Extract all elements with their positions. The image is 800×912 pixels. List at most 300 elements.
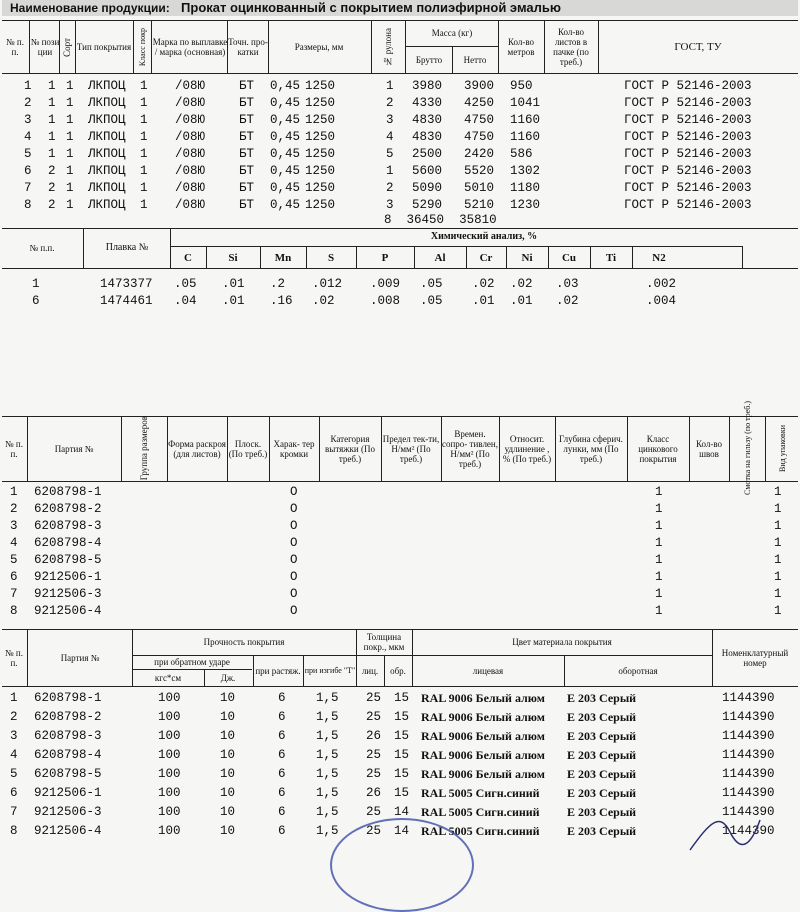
total-count: 8: [384, 213, 392, 227]
cell-type: ЛКПОЦ: [88, 96, 126, 110]
cell-zinc: 1: [655, 536, 663, 550]
cell-meters: 1160: [510, 113, 541, 127]
element-Ti: Ti: [605, 251, 617, 264]
stamp-seal: [330, 818, 474, 912]
cell-face-thickness: 25: [366, 710, 382, 724]
cell-cls: 1: [140, 96, 148, 110]
col-header-grade: Марка по выплавке / марка (основная): [152, 36, 228, 57]
cell-batch: 6208798-5: [34, 767, 102, 781]
cell-type: ЛКПОЦ: [88, 79, 126, 93]
cell-kgf: 100: [158, 805, 181, 819]
cell-num: 1: [32, 277, 40, 291]
cell-width: 1250: [305, 164, 336, 178]
cell-back-thickness: 15: [394, 691, 410, 705]
cell-kgf: 100: [158, 786, 181, 800]
element-Ni: Ni: [521, 251, 533, 264]
cell-back-color: E 203 Серый: [567, 824, 637, 838]
cell-s: .012: [312, 277, 343, 291]
cell-gross: 4830: [412, 130, 443, 144]
cell-gost: ГОСТ Р 52146-2003: [624, 198, 752, 212]
cell-zinc: 1: [655, 519, 663, 533]
cell-gost: ГОСТ Р 52146-2003: [624, 181, 752, 195]
col-header-kgf: кгс*см: [154, 672, 182, 683]
cell-num: 5: [10, 553, 18, 567]
cell-meters: 1180: [510, 181, 541, 195]
col-header-batch: Партия №: [60, 652, 100, 663]
cell-al: .05: [420, 294, 443, 308]
cell-back-color: E 203 Серый: [567, 710, 637, 724]
cell-batch: 6208798-2: [34, 710, 102, 724]
col-header-pack-type: Вид упаковки: [777, 424, 787, 472]
cell-nomenclature: 1144390: [722, 767, 775, 781]
cell-batch: 9212506-1: [34, 786, 102, 800]
cell-num: 5: [10, 767, 18, 781]
cell-back-thickness: 14: [394, 805, 410, 819]
element-P: P: [381, 251, 389, 264]
cell-acc: БТ: [239, 181, 255, 195]
cell-gross: 4830: [412, 113, 443, 127]
cell-acc: БТ: [239, 147, 255, 161]
cell-thick: 0,45: [270, 198, 301, 212]
cell-gost: ГОСТ Р 52146-2003: [624, 113, 752, 127]
cell-joule: 10: [220, 786, 236, 800]
col-header-position: № пози ции: [30, 36, 60, 57]
divider: [466, 246, 467, 268]
col-header-heat: Плавка №: [105, 242, 149, 253]
cell-roll: 3: [386, 113, 394, 127]
col-header-depth: Глубина сферич. лунки, мм (По треб.): [559, 433, 623, 464]
cell-num: 1: [10, 691, 18, 705]
divider: [306, 246, 307, 268]
cell-back-color: E 203 Серый: [567, 729, 637, 743]
cell-stretch: 6: [278, 748, 286, 762]
cell-si: .01: [222, 294, 245, 308]
element-Cu: Cu: [561, 251, 577, 264]
cell-meters: 1160: [510, 130, 541, 144]
divider: [356, 246, 357, 268]
cell-meters: 1041: [510, 96, 541, 110]
cell-gost: ГОСТ Р 52146-2003: [624, 147, 752, 161]
cell-batch: 9212506-4: [34, 604, 102, 618]
cell-net: 5520: [464, 164, 495, 178]
divider: [506, 246, 507, 268]
divider: [590, 246, 591, 268]
cell-stretch: 6: [278, 729, 286, 743]
cell-nomenclature: 1144390: [722, 786, 775, 800]
cell-heat: 1473377: [100, 277, 153, 291]
col-header-edge: Харак- тер кромки: [273, 438, 315, 459]
cell-stretch: 6: [278, 767, 286, 781]
cell-sort: 1: [66, 147, 74, 161]
cell-n: 2: [24, 96, 32, 110]
cell-stretch: 6: [278, 805, 286, 819]
cell-zinc: 1: [655, 587, 663, 601]
element-Mn: Mn: [274, 251, 292, 264]
cell-joule: 10: [220, 710, 236, 724]
cell-net: 4250: [464, 96, 495, 110]
cell-pack: 1: [774, 604, 782, 618]
cell-face-thickness: 26: [366, 786, 382, 800]
element-N2: N2: [652, 251, 666, 264]
cell-stretch: 6: [278, 786, 286, 800]
product-title-bar: [2, 0, 798, 16]
col-header-back: обр.: [390, 665, 406, 676]
col-header-sheets: Кол-во листов в пачке (по треб.): [553, 26, 589, 67]
element-Al: Al: [434, 251, 446, 264]
cell-face-color: RAL 9006 Белый алюм: [421, 691, 545, 705]
totals-row: [384, 212, 497, 229]
cell-num: 7: [10, 587, 18, 601]
cell-width: 1250: [305, 130, 336, 144]
cell-kgf: 100: [158, 767, 181, 781]
cell-gross: 2500: [412, 147, 443, 161]
col-header-size-group: Группа размеров: [139, 415, 149, 481]
cell-pos: 2: [48, 164, 56, 178]
col-header-face-side: лицевая: [472, 665, 504, 676]
cell-back-thickness: 15: [394, 729, 410, 743]
cell-kgf: 100: [158, 748, 181, 762]
cell-p: .009: [370, 277, 401, 291]
col-header-reverse-impact: при обратном ударе: [154, 657, 230, 667]
cell-type: ЛКПОЦ: [88, 130, 126, 144]
cell-pack: 1: [774, 536, 782, 550]
cell-cls: 1: [140, 181, 148, 195]
cell-pos: 1: [48, 79, 56, 93]
col-header-strength: Прочность покрытия: [203, 637, 285, 647]
cell-edge: О: [290, 502, 298, 516]
cell-sort: 1: [66, 198, 74, 212]
cell-num: 6: [10, 786, 18, 800]
cell-zinc: 1: [655, 570, 663, 584]
product-name: Прокат оцинкованный с покрытием полиэфирной эмалью: [181, 0, 561, 15]
cell-face-color: RAL 5005 Сигн.синий: [421, 805, 540, 819]
cell-cu: .03: [556, 277, 579, 291]
cell-bend: 1,5: [316, 767, 339, 781]
total-gross: 36450: [406, 213, 445, 227]
col-header-num: № п. п.: [6, 36, 24, 57]
cell-meters: 1302: [510, 164, 541, 178]
cell-nomenclature: 1144390: [722, 748, 775, 762]
cell-bend: 1,5: [316, 748, 339, 762]
cell-thick: 0,45: [270, 164, 301, 178]
cell-joule: 10: [220, 748, 236, 762]
cell-mark: /08Ю: [175, 147, 206, 161]
col-header-tensile: Времен. сопро- тивлен, Н/мм² (По треб.): [442, 428, 498, 469]
cell-n: 6: [24, 164, 32, 178]
cell-net: 5010: [464, 181, 495, 195]
cell-meters: 586: [510, 147, 533, 161]
cell-width: 1250: [305, 147, 336, 161]
cell-face-color: RAL 9006 Белый алюм: [421, 729, 545, 743]
cell-n: 5: [24, 147, 32, 161]
cell-thick: 0,45: [270, 96, 301, 110]
cell-joule: 10: [220, 805, 236, 819]
cell-stretch: 6: [278, 710, 286, 724]
cell-face-color: RAL 5005 Сигн.синий: [421, 824, 540, 838]
cell-pos: 1: [48, 113, 56, 127]
cell-roll: 2: [386, 181, 394, 195]
cell-pos: 2: [48, 198, 56, 212]
cell-gost: ГОСТ Р 52146-2003: [624, 130, 752, 144]
cell-s: .02: [312, 294, 335, 308]
cell-zinc: 1: [655, 604, 663, 618]
cell-ni: .01: [510, 294, 533, 308]
col-header-mass: Масса (кг): [431, 28, 473, 38]
cell-gross: 5290: [412, 198, 443, 212]
col-header-zinc-class: Класс цинкового покрытия: [638, 433, 678, 464]
cell-num: 6: [32, 294, 40, 308]
cell-mn: .2: [270, 277, 286, 291]
cell-batch: 6208798-1: [34, 691, 102, 705]
cell-n: 3: [24, 113, 32, 127]
cell-face-thickness: 25: [366, 767, 382, 781]
cell-batch: 9212506-3: [34, 805, 102, 819]
cell-width: 1250: [305, 96, 336, 110]
cell-pack: 1: [774, 587, 782, 601]
col-header-batch: Партия №: [54, 443, 94, 454]
cell-bend: 1,5: [316, 786, 339, 800]
col-header-meters: Кол-во метров: [507, 36, 535, 57]
cell-sort: 1: [66, 164, 74, 178]
cell-width: 1250: [305, 181, 336, 195]
cell-si: .01: [222, 277, 245, 291]
cell-meters: 1230: [510, 198, 541, 212]
cell-mark: /08Ю: [175, 198, 206, 212]
cell-acc: БТ: [239, 130, 255, 144]
cell-num: 4: [10, 536, 18, 550]
cell-num: 3: [10, 729, 18, 743]
cell-gost: ГОСТ Р 52146-2003: [624, 79, 752, 93]
cell-nomenclature: 1144390: [722, 805, 775, 819]
col-header-yield: Предел тек-ти, Н/мм² (По треб.): [382, 433, 440, 464]
cell-num: 6: [10, 570, 18, 584]
cell-batch: 9212506-4: [34, 824, 102, 838]
cell-joule: 10: [220, 767, 236, 781]
cell-back-color: E 203 Серый: [567, 786, 637, 800]
cell-type: ЛКПОЦ: [88, 198, 126, 212]
cell-mark: /08Ю: [175, 164, 206, 178]
cell-n2: .004: [646, 294, 677, 308]
cell-back-thickness: 14: [394, 824, 410, 838]
cell-type: ЛКПОЦ: [88, 181, 126, 195]
cell-back-color: E 203 Серый: [567, 691, 637, 705]
cell-bend: 1,5: [316, 691, 339, 705]
cell-c: .05: [174, 277, 197, 291]
cell-net: 4750: [464, 130, 495, 144]
cell-gross: 5600: [412, 164, 443, 178]
cell-sort: 1: [66, 96, 74, 110]
cell-batch: 6208798-5: [34, 553, 102, 567]
cell-edge: О: [290, 519, 298, 533]
cell-batch: 6208798-3: [34, 729, 102, 743]
divider: [632, 246, 633, 268]
col-header-sort: Сорт: [62, 37, 72, 57]
cell-thick: 0,45: [270, 130, 301, 144]
cell-batch: 6208798-3: [34, 519, 102, 533]
cell-joule: 10: [220, 824, 236, 838]
cell-acc: БТ: [239, 79, 255, 93]
cell-nomenclature: 1144390: [722, 691, 775, 705]
cell-joule: 10: [220, 691, 236, 705]
col-header-stretch: при растяж.: [255, 665, 301, 676]
cell-back-color: E 203 Серый: [567, 748, 637, 762]
col-header-nomenclature: Номенклатурный номер: [721, 647, 789, 668]
cell-batch: 6208798-4: [34, 748, 102, 762]
cell-roll: 1: [386, 164, 394, 178]
cell-mark: /08Ю: [175, 181, 206, 195]
cell-joule: 10: [220, 729, 236, 743]
divider: [206, 246, 207, 268]
cell-num: 1: [10, 485, 18, 499]
cell-gost: ГОСТ Р 52146-2003: [624, 96, 752, 110]
col-header-flatness: Плоск. (По треб.): [228, 438, 268, 459]
cell-cls: 1: [140, 198, 148, 212]
col-header-coat-thickness: Толщина покр., мкм: [363, 632, 405, 652]
col-header-face: лиц.: [361, 665, 379, 676]
cell-num: 7: [10, 805, 18, 819]
cell-nomenclature: 1144390: [722, 710, 775, 724]
cell-kgf: 100: [158, 729, 181, 743]
cell-acc: БТ: [239, 113, 255, 127]
cell-cls: 1: [140, 164, 148, 178]
col-header-gost: ГОСТ, ТУ: [674, 40, 722, 53]
col-header-color: Цвет материала покрытия: [512, 637, 612, 647]
cell-net: 5210: [464, 198, 495, 212]
cell-batch: 9212506-1: [34, 570, 102, 584]
cell-num: 3: [10, 519, 18, 533]
cell-cr: .02: [472, 277, 495, 291]
divider: [742, 246, 743, 268]
cell-gross: 4330: [412, 96, 443, 110]
cell-n: 4: [24, 130, 32, 144]
col-header-num: № п. п.: [5, 438, 23, 459]
col-header-bend: при изгибе "Т": [304, 665, 356, 675]
cell-width: 1250: [305, 79, 336, 93]
cell-edge: О: [290, 553, 298, 567]
cell-batch: 6208798-1: [34, 485, 102, 499]
cell-num: 2: [10, 502, 18, 516]
cell-cls: 1: [140, 147, 148, 161]
col-header-coating-type: Тип покрытия: [76, 41, 132, 52]
cell-pos: 1: [48, 130, 56, 144]
cell-cls: 1: [140, 113, 148, 127]
cell-n: 1: [24, 79, 32, 93]
cell-al: .05: [420, 277, 443, 291]
element-Si: Si: [228, 251, 238, 264]
cell-sort: 1: [66, 79, 74, 93]
cell-heat: 1474461: [100, 294, 153, 308]
cell-thick: 0,45: [270, 79, 301, 93]
cell-n2: .002: [646, 277, 677, 291]
total-net: 35810: [459, 213, 497, 227]
col-header-num: № п. п.: [5, 647, 23, 668]
cell-zinc: 1: [655, 502, 663, 516]
cell-back-thickness: 15: [394, 748, 410, 762]
cell-type: ЛКПОЦ: [88, 164, 126, 178]
cell-pack: 1: [774, 570, 782, 584]
cell-kgf: 100: [158, 824, 181, 838]
cell-thick: 0,45: [270, 181, 301, 195]
signature-mark: [650, 812, 790, 852]
cell-batch: 6208798-4: [34, 536, 102, 550]
cell-stretch: 6: [278, 691, 286, 705]
cell-n: 7: [24, 181, 32, 195]
cell-net: 3900: [464, 79, 495, 93]
cell-meters: 950: [510, 79, 533, 93]
element-C: C: [184, 251, 192, 264]
cell-width: 1250: [305, 198, 336, 212]
cell-back-thickness: 15: [394, 767, 410, 781]
cell-gross: 3980: [412, 79, 443, 93]
cell-bend: 1,5: [316, 824, 339, 838]
col-header-roll: № рулона: [383, 27, 393, 67]
cell-pos: 1: [48, 147, 56, 161]
cell-face-color: RAL 5005 Сигн.синий: [421, 786, 540, 800]
cell-net: 2420: [464, 147, 495, 161]
cell-gost: ГОСТ Р 52146-2003: [624, 164, 752, 178]
divider: [414, 246, 415, 268]
divider: [548, 246, 549, 268]
col-header-seams: Кол-во швов: [695, 438, 723, 459]
divider: [260, 246, 261, 268]
cell-batch: 6208798-2: [34, 502, 102, 516]
cell-pos: 1: [48, 96, 56, 110]
cell-p: .008: [370, 294, 401, 308]
element-Cr: Cr: [479, 251, 493, 264]
cell-num: 4: [10, 748, 18, 762]
cell-net: 4750: [464, 113, 495, 127]
cell-acc: БТ: [239, 96, 255, 110]
cell-face-color: RAL 9006 Белый алюм: [421, 710, 545, 724]
cell-sort: 1: [66, 181, 74, 195]
cell-mn: .16: [270, 294, 293, 308]
cell-pack: 1: [774, 485, 782, 499]
cell-pos: 2: [48, 181, 56, 195]
cell-face-thickness: 25: [366, 748, 382, 762]
col-header-sleeve: Смотка на гильзу (по треб.): [742, 401, 752, 495]
cell-kgf: 100: [158, 691, 181, 705]
cell-cu: .02: [556, 294, 579, 308]
col-header-joule: Дж.: [220, 672, 236, 683]
cell-thick: 0,45: [270, 113, 301, 127]
col-header-net: Нетто: [463, 54, 487, 65]
cell-mark: /08Ю: [175, 113, 206, 127]
cell-roll: 1: [386, 79, 394, 93]
cell-thick: 0,45: [270, 147, 301, 161]
cell-face-thickness: 25: [366, 805, 382, 819]
cell-nomenclature: 1144390: [722, 729, 775, 743]
cell-mark: /08Ю: [175, 79, 206, 93]
cell-face-thickness: 25: [366, 824, 382, 838]
divider: [2, 73, 798, 74]
cell-edge: О: [290, 536, 298, 550]
cell-nomenclature: 1144390: [722, 824, 775, 838]
cell-edge: О: [290, 587, 298, 601]
cell-bend: 1,5: [316, 805, 339, 819]
cell-edge: О: [290, 485, 298, 499]
col-header-num: № п.п.: [29, 243, 55, 253]
col-header-coating-class: Класс покр: [137, 27, 147, 67]
cell-width: 1250: [305, 113, 336, 127]
cell-c: .04: [174, 294, 197, 308]
col-header-accuracy: Точн. про- катки: [228, 36, 268, 57]
cell-roll: 2: [386, 96, 394, 110]
cell-face-color: RAL 9006 Белый алюм: [421, 767, 545, 781]
col-header-elongation: Относит. удлинение , % (По треб.): [502, 433, 552, 464]
cell-num: 2: [10, 710, 18, 724]
cell-face-thickness: 25: [366, 691, 382, 705]
cell-cls: 1: [140, 79, 148, 93]
